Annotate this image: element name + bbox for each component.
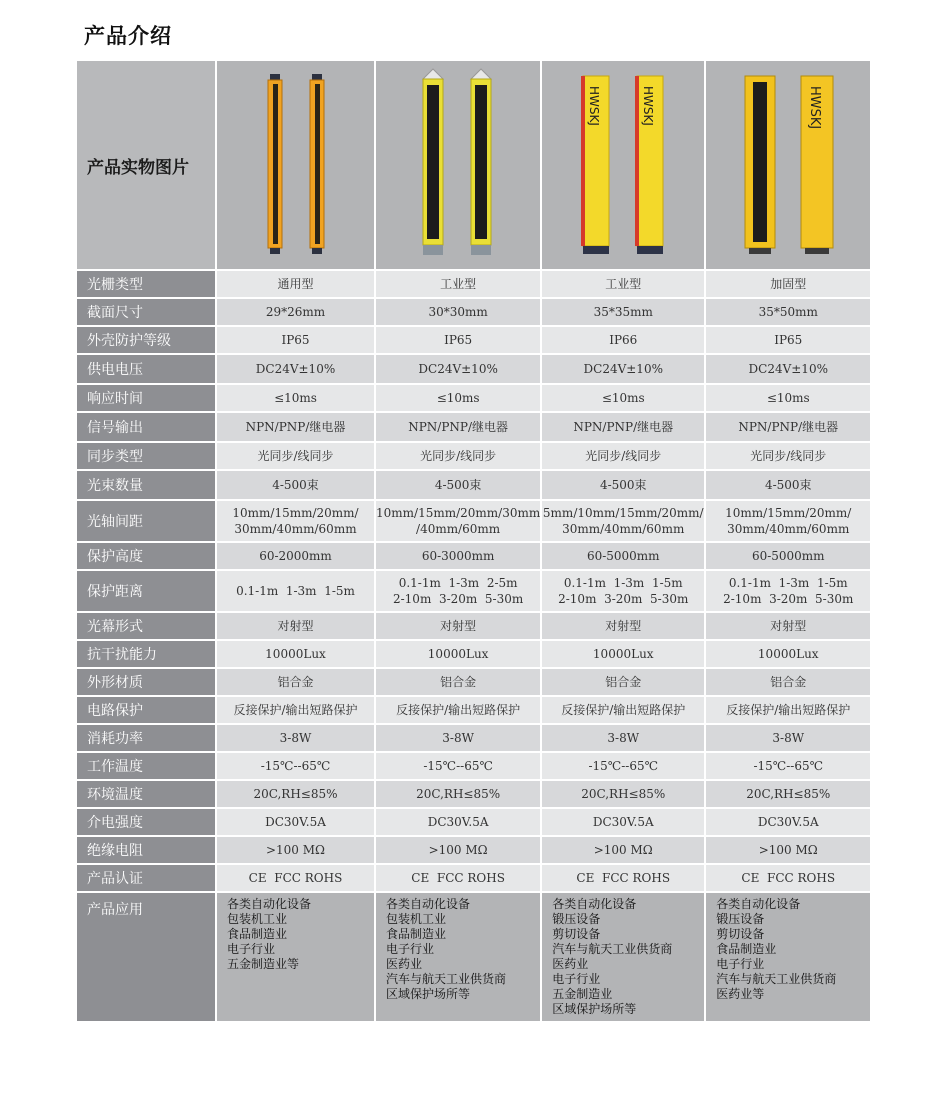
spec-cell-line: 30mm/40mm/60mm — [562, 522, 685, 536]
spec-cell: ≤10ms — [542, 385, 704, 411]
spec-cell: CE FCC ROHS — [217, 865, 374, 891]
application-item: 锻压设备 — [716, 912, 765, 926]
row-label: 供电电压 — [77, 355, 215, 383]
spec-cell: 4-500束 — [217, 471, 374, 499]
light-curtain-standard-left — [268, 74, 282, 254]
spec-cell: 铝合金 — [706, 669, 870, 695]
spec-cell: 工业型 — [542, 271, 704, 297]
applications-cell — [706, 893, 870, 1021]
spec-cell: 3-8W — [376, 725, 540, 751]
spec-cell — [376, 571, 540, 611]
spec-cell: -15℃--65℃ — [217, 753, 374, 779]
spec-row — [77, 641, 870, 667]
spec-row — [77, 471, 870, 499]
spec-cell-line: 10mm/15mm/20mm/ — [725, 506, 852, 520]
row-label: 绝缘电阻 — [77, 837, 215, 863]
spec-cell-line: 5mm/10mm/15mm/20mm/ — [542, 506, 704, 520]
application-item: 区域保护场所等 — [386, 987, 471, 1001]
spec-cell: 35*35mm — [542, 299, 704, 325]
spec-cell: 30*30mm — [376, 299, 540, 325]
row-label: 消耗功率 — [77, 725, 215, 751]
applications-cell — [542, 893, 704, 1021]
application-item: 医药业 — [386, 957, 423, 971]
spec-row — [77, 299, 870, 325]
spec-cell: NPN/PNP/继电器 — [542, 413, 704, 441]
light-curtain-industrial-hwskj-left — [581, 76, 609, 254]
spec-row — [77, 753, 870, 779]
application-item: 电子行业 — [227, 942, 276, 956]
spec-cell: NPN/PNP/继电器 — [376, 413, 540, 441]
brand-label: HWSKJ — [587, 86, 602, 126]
application-item: 电子行业 — [716, 957, 765, 971]
spec-cell: 20C,RH≤85% — [542, 781, 704, 807]
application-item: 电子行业 — [552, 972, 601, 986]
spec-row — [77, 271, 870, 297]
application-item: 医药业 — [552, 957, 589, 971]
application-item: 剪切设备 — [716, 927, 765, 941]
spec-cell: 4-500束 — [542, 471, 704, 499]
spec-cell — [542, 501, 704, 541]
spec-cell: NPN/PNP/继电器 — [217, 413, 374, 441]
spec-cell: >100 MΩ — [376, 837, 540, 863]
light-curtain-industrial-right — [471, 69, 491, 255]
spec-cell: 3-8W — [217, 725, 374, 751]
row-label: 光束数量 — [77, 471, 215, 499]
row-label: 介电强度 — [77, 809, 215, 835]
row-label: 工作温度 — [77, 753, 215, 779]
spec-cell-line: 0.1-1m 1-3m 1-5m — [563, 576, 683, 590]
spec-cell — [706, 571, 870, 611]
spec-row — [77, 725, 870, 751]
spec-cell: 60-5000mm — [706, 543, 870, 569]
application-item: 五金制造业 — [552, 987, 613, 1001]
spec-cell-line: 0.1-1m 1-3m 2-5m — [398, 576, 518, 590]
spec-cell: 10000Lux — [217, 641, 374, 667]
spec-row — [77, 385, 870, 411]
spec-cell — [542, 571, 704, 611]
application-item: 五金制造业等 — [227, 957, 300, 971]
spec-cell: IP65 — [376, 327, 540, 353]
application-item: 汽车与航天工业供货商 — [552, 942, 673, 956]
spec-cell: 35*50mm — [706, 299, 870, 325]
application-item: 汽车与航天工业供货商 — [716, 972, 837, 986]
spec-cell: DC24V±10% — [217, 355, 374, 383]
spec-cell: CE FCC ROHS — [706, 865, 870, 891]
spec-row — [77, 543, 870, 569]
spec-cell: IP65 — [706, 327, 870, 353]
application-item: 锻压设备 — [552, 912, 601, 926]
spec-cell — [376, 501, 540, 541]
spec-cell-line: 2-10m 3-20m 5-30m — [392, 592, 524, 606]
spec-cell-line: 2-10m 3-20m 5-30m — [558, 592, 689, 606]
light-curtain-industrial-hwskj-right — [635, 76, 663, 254]
application-item: 各类自动化设备 — [227, 897, 312, 911]
row-label: 抗干扰能力 — [77, 641, 215, 667]
row-label: 光栅类型 — [77, 271, 215, 297]
spec-cell: 光同步/线同步 — [542, 443, 704, 469]
spec-cell: DC24V±10% — [706, 355, 870, 383]
spec-cell: IP66 — [542, 327, 704, 353]
row-label: 产品应用 — [77, 893, 215, 1021]
spec-cell-line: 2-10m 3-20m 5-30m — [723, 592, 854, 606]
product-photo-3 — [542, 61, 704, 269]
spec-cell: >100 MΩ — [542, 837, 704, 863]
spec-cell: DC30V.5A — [706, 809, 870, 835]
spec-cell: 光同步/线同步 — [706, 443, 870, 469]
spec-cell: 工业型 — [376, 271, 540, 297]
row-label: 电路保护 — [77, 697, 215, 723]
spec-cell: >100 MΩ — [706, 837, 870, 863]
row-label: 保护距离 — [77, 571, 215, 611]
spec-row — [77, 327, 870, 353]
spec-cell: CE FCC ROHS — [542, 865, 704, 891]
spec-cell-line: 10mm/15mm/20mm/30mm — [376, 506, 541, 520]
spec-cell: ≤10ms — [376, 385, 540, 411]
row-label: 光幕形式 — [77, 613, 215, 639]
product-photo-4 — [706, 61, 870, 269]
spec-row — [77, 809, 870, 835]
spec-cell — [217, 571, 374, 611]
spec-cell-line: 0.1-1m 1-3m 1-5m — [728, 576, 848, 590]
spec-row — [77, 413, 870, 441]
application-item: 电子行业 — [386, 942, 435, 956]
spec-cell: 铝合金 — [217, 669, 374, 695]
applications-cell — [376, 893, 540, 1021]
spec-cell: 60-5000mm — [542, 543, 704, 569]
spec-row — [77, 571, 870, 611]
spec-cell: IP65 — [217, 327, 374, 353]
light-curtain-industrial-left — [423, 69, 443, 255]
row-label: 产品认证 — [77, 865, 215, 891]
spec-cell: 10000Lux — [376, 641, 540, 667]
spec-cell-line: 0.1-1m 1-3m 1-5m — [236, 584, 355, 598]
spec-cell: >100 MΩ — [217, 837, 374, 863]
spec-cell: 60-2000mm — [217, 543, 374, 569]
spec-table — [75, 59, 872, 1023]
spec-cell: ≤10ms — [217, 385, 374, 411]
spec-cell-line: 30mm/40mm/60mm — [234, 522, 357, 536]
spec-cell-line: 30mm/40mm/60mm — [727, 522, 850, 536]
row-label: 信号输出 — [77, 413, 215, 441]
spec-cell: 3-8W — [706, 725, 870, 751]
row-label: 光轴间距 — [77, 501, 215, 541]
row-label: 截面尺寸 — [77, 299, 215, 325]
application-item: 汽车与航天工业供货商 — [386, 972, 507, 986]
spec-cell: CE FCC ROHS — [376, 865, 540, 891]
page-title: 产品介绍 — [84, 24, 172, 48]
application-item: 各类自动化设备 — [716, 897, 801, 911]
application-item: 医药业等 — [716, 987, 765, 1001]
spec-cell — [706, 501, 870, 541]
spec-cell: 通用型 — [217, 271, 374, 297]
application-item: 食品制造业 — [227, 927, 288, 941]
spec-cell: 20C,RH≤85% — [217, 781, 374, 807]
product-photo-1 — [217, 61, 374, 269]
spec-cell: 光同步/线同步 — [217, 443, 374, 469]
applications-row — [77, 893, 870, 1021]
spec-cell: -15℃--65℃ — [706, 753, 870, 779]
brand-label: HWSKJ — [807, 86, 823, 130]
spec-cell: DC24V±10% — [542, 355, 704, 383]
application-item: 各类自动化设备 — [552, 897, 637, 911]
spec-cell: 光同步/线同步 — [376, 443, 540, 469]
spec-cell: 10000Lux — [542, 641, 704, 667]
spec-cell: DC30V.5A — [217, 809, 374, 835]
spec-cell — [217, 501, 374, 541]
application-item: 包装机工业 — [227, 912, 288, 926]
row-label: 响应时间 — [77, 385, 215, 411]
spec-cell: 20C,RH≤85% — [376, 781, 540, 807]
product-photo-2 — [376, 61, 540, 269]
light-curtain-standard-right — [310, 74, 324, 254]
spec-cell: DC30V.5A — [376, 809, 540, 835]
spec-cell: 加固型 — [706, 271, 870, 297]
row-label: 环境温度 — [77, 781, 215, 807]
brand-label: HWSKJ — [641, 86, 656, 126]
spec-cell: 铝合金 — [376, 669, 540, 695]
applications-cell — [217, 893, 374, 1021]
spec-cell: 对射型 — [542, 613, 704, 639]
application-item: 食品制造业 — [386, 927, 447, 941]
photo-row — [77, 61, 870, 269]
spec-row — [77, 443, 870, 469]
row-label: 外形材质 — [77, 669, 215, 695]
application-item: 各类自动化设备 — [386, 897, 471, 911]
spec-cell: 反接保护/输出短路保护 — [542, 697, 704, 723]
application-item: 包装机工业 — [386, 912, 447, 926]
spec-cell: 4-500束 — [706, 471, 870, 499]
application-item: 区域保护场所等 — [552, 1002, 637, 1016]
photo-label: 产品实物图片 — [77, 61, 215, 269]
spec-cell: 铝合金 — [542, 669, 704, 695]
spec-cell: 10000Lux — [706, 641, 870, 667]
light-curtain-reinforced-left — [745, 76, 775, 254]
row-label: 保护高度 — [77, 543, 215, 569]
spec-cell: -15℃--65℃ — [376, 753, 540, 779]
spec-cell-line: 10mm/15mm/20mm/ — [232, 506, 359, 520]
spec-row — [77, 865, 870, 891]
row-label: 外壳防护等级 — [77, 327, 215, 353]
light-curtain-reinforced-right — [801, 76, 833, 254]
spec-cell: 60-3000mm — [376, 543, 540, 569]
spec-cell: DC30V.5A — [542, 809, 704, 835]
spec-cell-line: /40mm/60mm — [416, 522, 501, 536]
spec-row — [77, 837, 870, 863]
spec-cell: DC24V±10% — [376, 355, 540, 383]
spec-row — [77, 355, 870, 383]
spec-cell: 反接保护/输出短路保护 — [706, 697, 870, 723]
spec-cell: 对射型 — [217, 613, 374, 639]
spec-cell: 20C,RH≤85% — [706, 781, 870, 807]
row-label: 同步类型 — [77, 443, 215, 469]
spec-row — [77, 669, 870, 695]
spec-cell: 4-500束 — [376, 471, 540, 499]
spec-cell: ≤10ms — [706, 385, 870, 411]
spec-row — [77, 501, 870, 541]
spec-cell: 反接保护/输出短路保护 — [217, 697, 374, 723]
spec-cell: 反接保护/输出短路保护 — [376, 697, 540, 723]
spec-cell: 对射型 — [706, 613, 870, 639]
spec-cell: 对射型 — [376, 613, 540, 639]
application-item: 剪切设备 — [552, 927, 601, 941]
spec-row — [77, 613, 870, 639]
spec-cell: NPN/PNP/继电器 — [706, 413, 870, 441]
application-item: 食品制造业 — [716, 942, 777, 956]
spec-cell: 29*26mm — [217, 299, 374, 325]
spec-cell: -15℃--65℃ — [542, 753, 704, 779]
spec-row — [77, 781, 870, 807]
spec-cell: 3-8W — [542, 725, 704, 751]
spec-row — [77, 697, 870, 723]
